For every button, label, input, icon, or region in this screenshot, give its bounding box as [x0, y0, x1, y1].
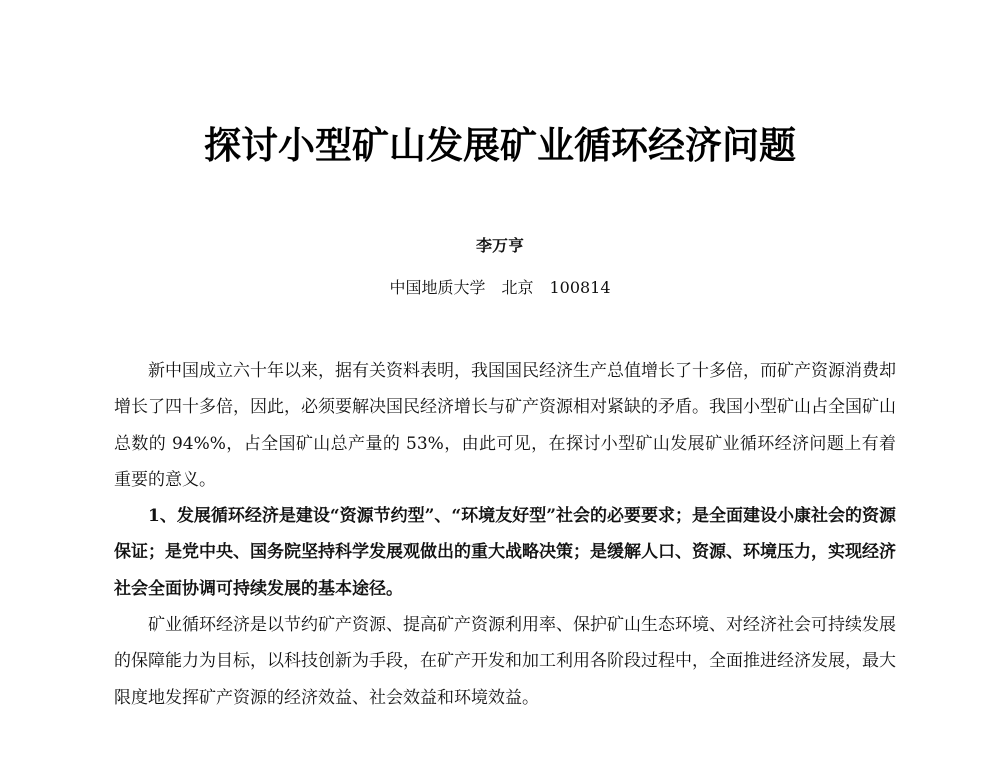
paragraph-definition: 矿业循环经济是以节约矿产资源、提高矿产资源利用率、保护矿山生态环境、对经济社会可持续发展的保障能力为目标，以科技创新为手段，在矿产开发和加工利用各阶段过程中，全面推进经济发展，最大限度地发挥矿产资源的经济效益、社会效益和环境效益。 — [114, 615, 896, 708]
paper-title: 探讨小型矿山发展矿业循环经济问题 — [204, 123, 796, 167]
body-text — [114, 353, 896, 716]
paragraph-section-1: 1、发展循环经济是建设“资源节约型”、“环境友好型”社会的必要要求；是全面建设小康社会的资源保证；是党中央、国务院坚持科学发展观做出的重大战略决策；是缓解人口、资源、环境压力，实现经济社会全面协调可持续发展的基本途径。 — [114, 506, 896, 599]
author-name: 李万亨 — [475, 236, 524, 255]
author-affiliation: 中国地质大学 北京 100814 — [389, 278, 611, 297]
paragraph-intro: 新中国成立六十年以来，据有关资料表明，我国国民经济生产总值增长了十多倍，而矿产资源消费却增长了四十多倍，因此，必须要解决国民经济增长与矿产资源相对紧缺的矛盾。我国小型矿山占全国矿山总数的 94%%，占全国矿山总产量的 53%，由此可见，在探讨小型矿山发展矿业循环经济问题上有着重要的意义。 — [114, 361, 896, 490]
